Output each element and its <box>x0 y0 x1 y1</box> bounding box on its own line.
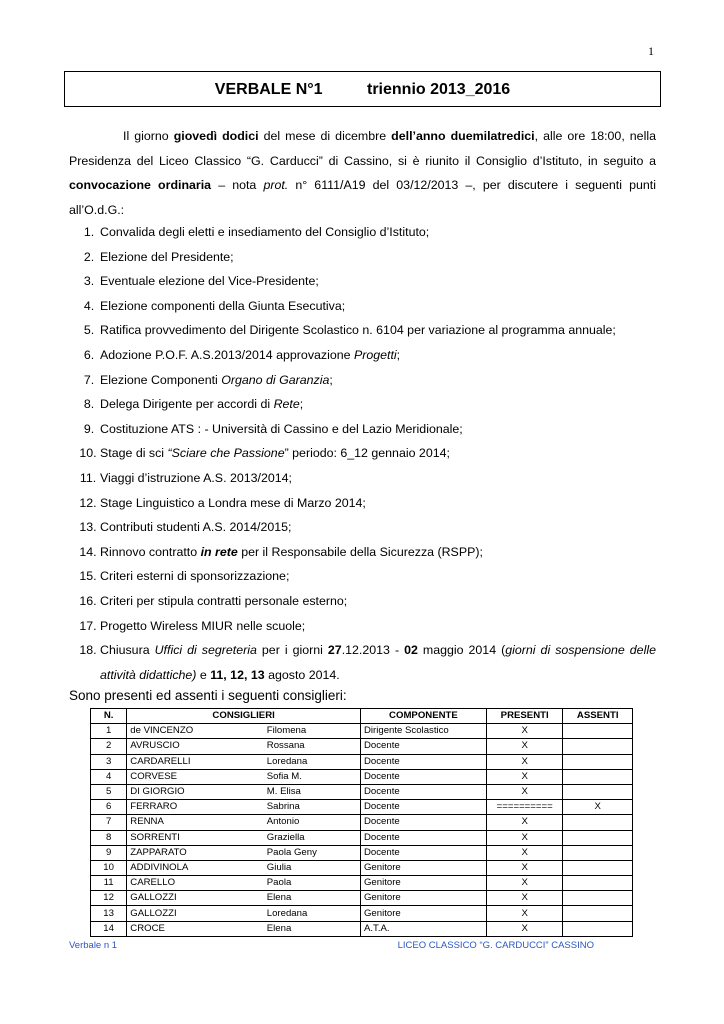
agenda-item-number: 3. <box>83 274 95 289</box>
cell-absent <box>563 906 633 921</box>
agenda-item-fragment: Progetti <box>353 347 397 362</box>
cell-number: 4 <box>91 769 127 784</box>
agenda-item-text: Criteri per stipula contratti personale esterno; <box>100 593 348 608</box>
cell-surname: ZAPPARATO <box>127 845 264 860</box>
cell-surname: CARELLO <box>127 876 264 891</box>
agenda-item-number: 1. <box>83 225 95 239</box>
agenda-item-text <box>100 343 656 368</box>
cell-present: X <box>486 784 563 799</box>
agenda-item-number: 18. <box>79 643 97 658</box>
cell-present: ========== <box>486 800 563 815</box>
cell-absent <box>563 815 633 830</box>
cell-absent <box>563 845 633 860</box>
cell-present: X <box>486 860 563 875</box>
cell-component: Genitore <box>360 906 486 921</box>
agenda-item-text: Eventuale elezione del Vice-Presidente; <box>100 274 319 289</box>
cell-component: Docente <box>360 739 486 754</box>
attendance-heading: Sono presenti ed assenti i seguenti consiglieri: <box>69 688 347 703</box>
table-row <box>91 845 633 860</box>
agenda-item <box>69 491 656 516</box>
agenda-item <box>69 269 656 294</box>
agenda-item-number: 6. <box>83 347 95 362</box>
agenda-item-fragment: agosto 2014. <box>264 667 340 682</box>
cell-surname: CARDARELLI <box>127 754 264 769</box>
cell-name: Sabrina <box>264 800 361 815</box>
table-row <box>91 739 633 754</box>
table-row <box>91 876 633 891</box>
agenda-item-text: Elezione componenti della Giunta Esecutiva; <box>100 298 346 313</box>
cell-number: 12 <box>91 891 127 906</box>
agenda-item <box>69 417 656 442</box>
header-assenti: ASSENTI <box>563 709 633 724</box>
table-row <box>91 891 633 906</box>
cell-present: X <box>486 769 563 784</box>
agenda-item-number: 8. <box>83 397 95 412</box>
footer-right: LICEO CLASSICO “G. CARDUCCI” CASSINO <box>397 940 594 951</box>
cell-number: 5 <box>91 784 127 799</box>
agenda-item-text: Costituzione ATS : - Università di Cassino e del Lazio Meridionale; <box>100 421 463 436</box>
cell-present: X <box>486 754 563 769</box>
cell-component: A.T.A. <box>360 921 486 936</box>
cell-absent <box>563 739 633 754</box>
intro-text: del mese di dicembre <box>258 129 392 143</box>
cell-absent <box>563 876 633 891</box>
cell-surname: de VINCENZO <box>127 724 264 739</box>
agenda-item-text: Viaggi d’istruzione A.S. 2013/2014; <box>100 470 292 485</box>
cell-absent <box>563 891 633 906</box>
intro-paragraph <box>69 124 656 222</box>
agenda-item-fragment: Chiusura <box>100 643 155 658</box>
cell-name: Antonio <box>264 815 361 830</box>
intro-text: – nota <box>211 178 264 192</box>
cell-present: X <box>486 724 563 739</box>
agenda-item <box>69 441 656 466</box>
header-presenti: PRESENTI <box>486 709 563 724</box>
cell-surname: GALLOZZI <box>127 891 264 906</box>
cell-name: Graziella <box>264 830 361 845</box>
cell-component: Docente <box>360 845 486 860</box>
agenda-item-fragment: 02 <box>404 643 418 658</box>
agenda-item <box>69 294 656 319</box>
cell-absent <box>563 830 633 845</box>
cell-surname: CROCE <box>127 921 264 936</box>
agenda-item-text <box>100 441 656 466</box>
agenda-item-fragment: per i giorni <box>256 643 328 658</box>
agenda-item-number: 4. <box>83 298 95 313</box>
cell-number: 2 <box>91 739 127 754</box>
agenda-item-number: 9. <box>83 421 95 436</box>
agenda-item-fragment: in rete <box>200 544 238 559</box>
agenda-item <box>69 540 656 565</box>
agenda-list <box>69 220 656 687</box>
agenda-item-fragment: per il Responsabile della Sicurezza (RSPP); <box>237 544 483 559</box>
intro-bold: dell’anno duemilatredici <box>391 129 535 143</box>
agenda-item <box>69 589 656 614</box>
cell-component: Docente <box>360 830 486 845</box>
cell-name: Sofia M. <box>264 769 361 784</box>
cell-component: Genitore <box>360 860 486 875</box>
cell-number: 7 <box>91 815 127 830</box>
cell-absent <box>563 724 633 739</box>
agenda-item-fragment: Stage di sci <box>100 446 168 461</box>
agenda-item-text: Progetto Wireless MIUR nelle scuole; <box>100 618 306 633</box>
agenda-item-text: Convalida degli eletti e insediamento del Consiglio d’Istituto; <box>100 225 430 239</box>
table-row <box>91 860 633 875</box>
agenda-item-number: 10. <box>79 446 97 461</box>
agenda-item-fragment: giorni di sospensione delle attività didattiche) <box>100 643 656 682</box>
agenda-item-fragment: ; <box>299 397 304 412</box>
cell-component: Docente <box>360 784 486 799</box>
cell-component: Docente <box>360 800 486 815</box>
cell-name: Paola Geny <box>264 845 361 860</box>
agenda-item-fragment: ; <box>396 347 401 362</box>
agenda-item-fragment: 11, 12, 13 <box>210 667 265 682</box>
cell-component: Docente <box>360 754 486 769</box>
cell-name: Giulia <box>264 860 361 875</box>
cell-name: Loredana <box>264 754 361 769</box>
agenda-item <box>69 515 656 540</box>
table-row <box>91 754 633 769</box>
cell-present: X <box>486 830 563 845</box>
agenda-item-number: 7. <box>83 372 95 387</box>
attendance-table <box>90 708 633 937</box>
footer-left: Verbale n 1 <box>69 940 118 951</box>
cell-number: 14 <box>91 921 127 936</box>
cell-surname: CORVESE <box>127 769 264 784</box>
agenda-item-fragment: Adozione P.O.F. A.S.2013/2014 approvazione <box>100 347 354 362</box>
cell-component: Docente <box>360 815 486 830</box>
agenda-item-fragment: 27 <box>327 643 342 658</box>
cell-number: 3 <box>91 754 127 769</box>
agenda-item <box>69 638 656 687</box>
agenda-item-fragment: Delega Dirigente per accordi di <box>100 397 274 412</box>
cell-number: 13 <box>91 906 127 921</box>
cell-absent: X <box>563 800 633 815</box>
agenda-item-number: 12. <box>79 495 97 510</box>
title-box <box>64 71 661 107</box>
intro-italic: prot. <box>263 178 289 192</box>
agenda-item-fragment: ” periodo: 6_12 gennaio 2014; <box>284 446 450 461</box>
cell-number: 11 <box>91 876 127 891</box>
agenda-item-number: 14. <box>79 544 97 559</box>
cell-absent <box>563 921 633 936</box>
agenda-item-number: 17. <box>79 618 97 633</box>
agenda-item <box>69 343 656 368</box>
agenda-item-text <box>100 638 656 687</box>
cell-present: X <box>486 845 563 860</box>
agenda-item <box>69 318 656 343</box>
cell-surname: RENNA <box>127 815 264 830</box>
agenda-item <box>69 466 656 491</box>
agenda-item-text: Contributi studenti A.S. 2014/2015; <box>100 520 292 535</box>
table-header-row <box>91 709 633 724</box>
cell-number: 10 <box>91 860 127 875</box>
cell-present: X <box>486 876 563 891</box>
cell-surname: FERRARO <box>127 800 264 815</box>
agenda-item-fragment: maggio 2014 ( <box>417 643 506 658</box>
cell-surname: DI GIORGIO <box>127 784 264 799</box>
cell-name: Rossana <box>264 739 361 754</box>
agenda-item <box>69 564 656 589</box>
cell-name: Elena <box>264 891 361 906</box>
agenda-item-number: 13. <box>79 520 97 535</box>
agenda-item-text: Ratifica provvedimento del Dirigente Scolastico n. 6104 per variazione al programma annuale; <box>100 323 616 338</box>
cell-present: X <box>486 906 563 921</box>
header-componente: COMPONENTE <box>360 709 486 724</box>
agenda-item-number: 11. <box>79 470 97 485</box>
agenda-item-fragment: e <box>196 667 211 682</box>
cell-present: X <box>486 891 563 906</box>
cell-present: X <box>486 921 563 936</box>
table-row <box>91 815 633 830</box>
intro-bold: convocazione ordinaria <box>69 178 212 192</box>
agenda-item-text <box>100 540 656 565</box>
agenda-item-number: 16. <box>79 593 97 608</box>
agenda-item-fragment: Rinnovo contratto <box>100 544 201 559</box>
cell-present: X <box>486 815 563 830</box>
cell-absent <box>563 784 633 799</box>
agenda-item-number: 5. <box>83 323 95 338</box>
cell-surname: GALLOZZI <box>127 906 264 921</box>
agenda-item <box>69 392 656 417</box>
intro-text: Il giorno <box>123 129 174 143</box>
cell-component: Dirigente Scolastico <box>360 724 486 739</box>
agenda-item-text: Elezione del Presidente; <box>100 249 234 264</box>
agenda-item-fragment: Organo di Garanzia <box>221 372 330 387</box>
cell-number: 9 <box>91 845 127 860</box>
agenda-item-fragment: Rete <box>273 397 300 412</box>
agenda-item <box>69 220 656 245</box>
intro-text: n° 6111/A19 del 03/12/2013 –, per discutere i seguenti punti all’O.d.G.: <box>69 178 656 217</box>
agenda-item <box>69 614 656 639</box>
table-row <box>91 769 633 784</box>
cell-number: 1 <box>91 724 127 739</box>
agenda-item <box>69 368 656 393</box>
table-row <box>91 800 633 815</box>
cell-absent <box>563 769 633 784</box>
agenda-item-text <box>100 392 656 417</box>
agenda-item-fragment: “Sciare che Passione <box>167 446 285 461</box>
cell-surname: ADDIVINOLA <box>127 860 264 875</box>
agenda-item-fragment: .12.2013 - <box>341 643 405 658</box>
agenda-item-number: 15. <box>79 569 97 584</box>
cell-name: Paola <box>264 876 361 891</box>
header-consiglieri: CONSIGLIERI <box>127 709 361 724</box>
table-row <box>91 906 633 921</box>
agenda-item-fragment: Uffici di segreteria <box>154 643 257 658</box>
cell-present: X <box>486 739 563 754</box>
intro-bold: giovedì dodici <box>173 129 259 143</box>
table-row <box>91 784 633 799</box>
cell-name: Elena <box>264 921 361 936</box>
cell-name: Filomena <box>264 724 361 739</box>
cell-component: Genitore <box>360 891 486 906</box>
header-number: N. <box>91 709 127 724</box>
document-title: VERBALE N°1 triennio 2013_2016 <box>214 81 511 98</box>
cell-number: 8 <box>91 830 127 845</box>
table-row <box>91 830 633 845</box>
agenda-item-fragment: Elezione Componenti <box>100 372 222 387</box>
table-row <box>91 724 633 739</box>
agenda-item-text: Stage Linguistico a Londra mese di Marzo 2014; <box>100 495 366 510</box>
cell-absent <box>563 754 633 769</box>
cell-number: 6 <box>91 800 127 815</box>
agenda-item-text <box>100 368 656 393</box>
cell-component: Genitore <box>360 876 486 891</box>
cell-surname: SORRENTI <box>127 830 264 845</box>
cell-surname: AVRUSCIO <box>127 739 264 754</box>
cell-component: Docente <box>360 769 486 784</box>
agenda-item <box>69 245 656 270</box>
intro-text: , alle ore 18:00, nella Presidenza del Liceo Classico “G. Carducci” di Cassino, si è riunito il Consiglio d’Istituto, in seguito a <box>69 129 656 168</box>
table-row <box>91 921 633 936</box>
agenda-item-fragment: ; <box>329 372 333 387</box>
agenda-item-number: 2. <box>83 249 95 264</box>
page-number: 1 <box>648 44 654 58</box>
cell-name: Loredana <box>264 906 361 921</box>
cell-absent <box>563 860 633 875</box>
cell-name: M. Elisa <box>264 784 361 799</box>
agenda-item-text: Criteri esterni di sponsorizzazione; <box>100 569 290 584</box>
